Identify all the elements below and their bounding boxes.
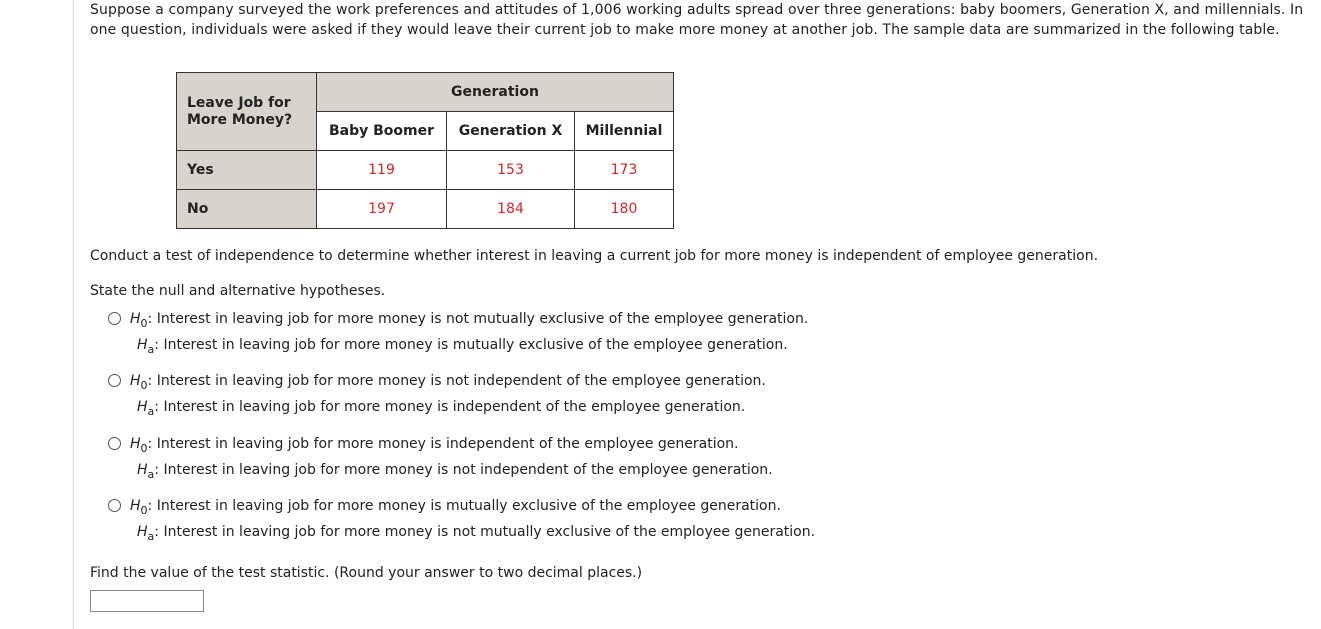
cell-no-baby-boomer: 197 <box>317 190 447 229</box>
radio-option-3[interactable] <box>108 437 121 450</box>
left-border-rule <box>73 0 74 629</box>
row-label-no: No <box>177 190 317 229</box>
option-1-alternative: : Interest in leaving job for more money is mutually exclusive of the employee generation. <box>154 337 788 353</box>
row-label-yes: Yes <box>177 151 317 190</box>
question-content <box>90 0 1315 581</box>
table-row <box>177 190 674 229</box>
cell-no-generation-x: 184 <box>447 190 575 229</box>
hypothesis-option-1[interactable]: $H_0$: Interest in leaving job for more money is not mutually exclusive of the employee generation. $H_a$: Interest in leaving job for more money is mutually exclusive of the employee generation. <box>108 309 1108 355</box>
table-corner-label: Leave Job for More Money? <box>177 73 317 151</box>
radio-option-4[interactable] <box>108 499 121 512</box>
column-header-millennial: Millennial <box>575 112 674 151</box>
column-header-baby-boomer: Baby Boomer <box>317 112 447 151</box>
generation-header: Generation <box>317 73 674 112</box>
test-statistic-input[interactable] <box>90 590 204 612</box>
option-4-alternative: : Interest in leaving job for more money is not mutually exclusive of the employee generation. <box>154 524 816 540</box>
option-1-null: : Interest in leaving job for more money is not mutually exclusive of the employee generation. <box>147 311 809 327</box>
option-2-null: : Interest in leaving job for more money is not independent of the employee generation. <box>147 373 766 389</box>
independence-question: Conduct a test of independence to determine whether interest in leaving a current job for more money is independent of employee generation. <box>90 248 1099 264</box>
option-4-null: : Interest in leaving job for more money is mutually exclusive of the employee generation. <box>147 498 781 514</box>
hypotheses-instruction: State the null and alternative hypotheses. <box>90 283 386 299</box>
option-2-alternative: : Interest in leaving job for more money is independent of the employee generation. <box>154 399 746 415</box>
option-3-alternative: : Interest in leaving job for more money is not independent of the employee generation. <box>154 462 773 478</box>
hypothesis-option-4[interactable]: $H_0$: Interest in leaving job for more money is mutually exclusive of the employee generation. $H_a$: Interest in leaving job for more money is not mutually exclusive of the employee generation. <box>108 496 1108 542</box>
radio-option-2[interactable] <box>108 374 121 387</box>
column-header-generation-x: Generation X <box>447 112 575 151</box>
cell-yes-generation-x: 153 <box>447 151 575 190</box>
hypothesis-option-3[interactable]: $H_0$: Interest in leaving job for more money is independent of the employee generation. $H_a$: Interest in leaving job for more money is not independent of the employee generation. <box>108 434 1108 480</box>
test-statistic-prompt: Find the value of the test statistic. (Round your answer to two decimal places.) <box>90 565 643 581</box>
hypothesis-option-2[interactable]: $H_0$: Interest in leaving job for more money is not independent of the employee generation. $H_a$: Interest in leaving job for more money is independent of the employee generation. <box>108 371 1108 417</box>
intro-text: Suppose a company surveyed the work preferences and attitudes of 1,006 working adults spread over three generations: baby boomers, Generation X, and millennials. In one question, individuals were asked if they would leave their current job to make more money at another job. The sample data are summarized in the following table. <box>90 2 1304 38</box>
cell-yes-baby-boomer: 119 <box>317 151 447 190</box>
table-row <box>177 151 674 190</box>
contingency-table <box>176 72 674 229</box>
radio-option-1[interactable] <box>108 312 121 325</box>
cell-no-millennial: 180 <box>575 190 674 229</box>
option-3-null: : Interest in leaving job for more money is independent of the employee generation. <box>147 436 739 452</box>
cell-yes-millennial: 173 <box>575 151 674 190</box>
